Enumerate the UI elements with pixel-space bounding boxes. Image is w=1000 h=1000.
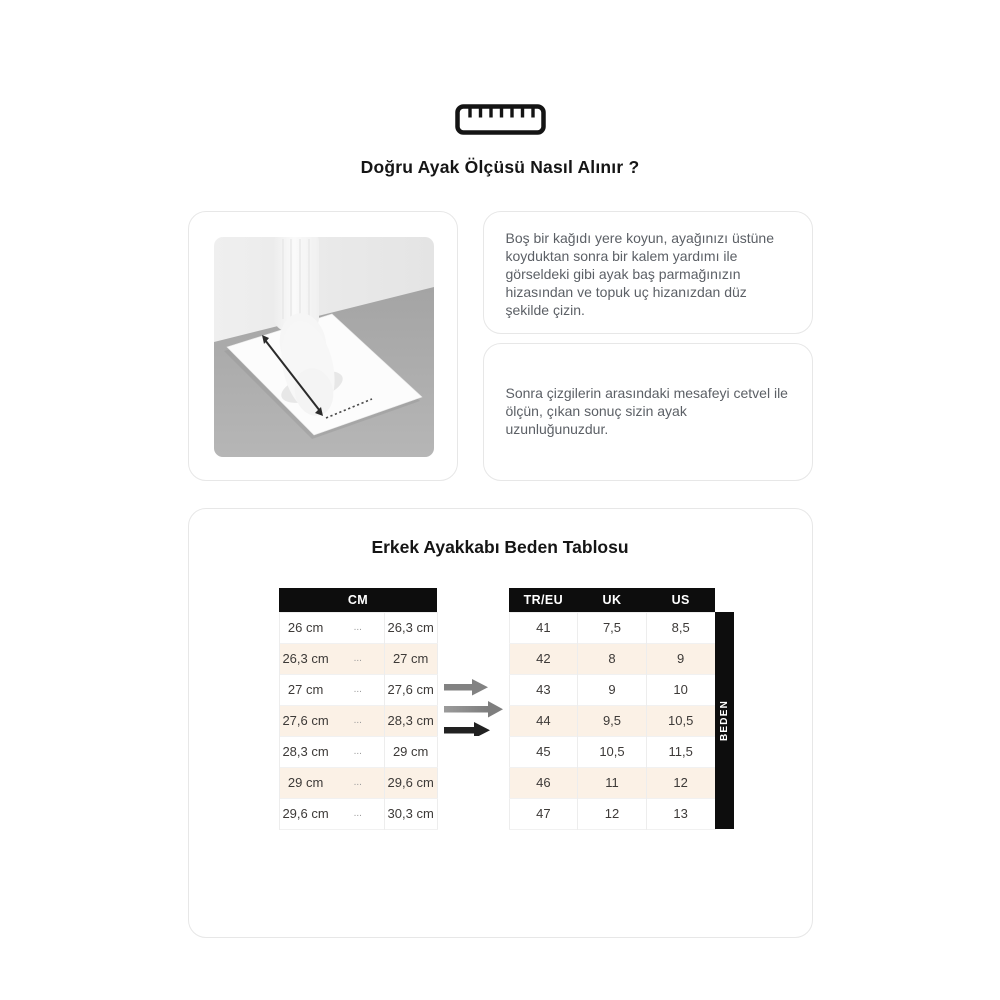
range-separator: ... xyxy=(353,808,362,819)
instruction-step-1-text: Boş bir kağıdı yere koyun, ayağınızı üstüne koyduktan sonra bir kalem yardımı ile görseldeki gibi ayak baş parmağınızın hizasından ve topuk uç hizanızdan düz şekilde çizin. xyxy=(505,230,774,318)
cm-value: 27,6 cm xyxy=(279,705,332,736)
ruler-icon xyxy=(188,0,813,135)
cm-table-row xyxy=(279,612,437,643)
size-value: 47 xyxy=(536,806,551,821)
cm-value: 29,6 cm xyxy=(384,767,437,798)
cm-value: 29 cm xyxy=(384,736,437,767)
size-value: 10,5 xyxy=(578,736,647,767)
range-separator: ... xyxy=(353,715,362,726)
size-tables xyxy=(189,588,812,830)
size-value: 42 xyxy=(536,651,551,666)
foot-photo-card xyxy=(188,211,458,481)
size-table-row xyxy=(509,705,715,736)
cm-value: 28,3 cm xyxy=(279,736,332,767)
range-separator: ... xyxy=(353,622,362,633)
range-separator: ... xyxy=(353,777,362,788)
size-table-row xyxy=(509,643,715,674)
cm-value: 26 cm xyxy=(279,612,332,643)
cm-value: 27,6 cm xyxy=(384,674,437,705)
foot-measurement-photo xyxy=(214,237,434,457)
size-table-header-treu: TR/EU xyxy=(509,588,578,612)
size-value: 41 xyxy=(536,620,551,635)
cm-table-row xyxy=(279,798,437,829)
cm-table-row xyxy=(279,643,437,674)
size-chart-title: Erkek Ayakkabı Beden Tablosu xyxy=(371,537,629,557)
measurement-guide xyxy=(188,211,813,481)
size-value: 10,5 xyxy=(646,705,715,736)
size-value: 45 xyxy=(536,744,551,759)
cm-table-row xyxy=(279,736,437,767)
cm-value: 30,3 cm xyxy=(384,798,437,829)
size-table-row xyxy=(509,612,715,643)
cm-value: 29 cm xyxy=(279,767,332,798)
size-table-row xyxy=(509,674,715,705)
size-table-row xyxy=(509,798,715,829)
cm-table-header: CM xyxy=(279,588,437,612)
size-value: 9 xyxy=(646,643,715,674)
cm-value: 26,3 cm xyxy=(279,643,332,674)
cm-table-row xyxy=(279,674,437,705)
size-table-row xyxy=(509,767,715,798)
cm-value: 27 cm xyxy=(384,643,437,674)
cm-table-row xyxy=(279,705,437,736)
size-value: 13 xyxy=(646,798,715,829)
size-value: 12 xyxy=(646,767,715,798)
cm-value: 28,3 cm xyxy=(384,705,437,736)
size-table-header-uk: UK xyxy=(578,588,647,612)
cm-value: 29,6 cm xyxy=(279,798,332,829)
size-chart-card xyxy=(188,508,813,938)
size-table xyxy=(509,588,716,830)
size-value: 12 xyxy=(578,798,647,829)
instruction-steps xyxy=(483,211,813,481)
range-separator: ... xyxy=(353,684,362,695)
range-separator: ... xyxy=(353,653,362,664)
ruler-icon-svg xyxy=(455,104,546,135)
size-value: 8,5 xyxy=(646,612,715,643)
foot-photo-illustration xyxy=(214,237,434,457)
cm-table-row xyxy=(279,767,437,798)
size-value: 44 xyxy=(536,713,551,728)
cm-value: 26,3 cm xyxy=(384,612,437,643)
range-separator: ... xyxy=(353,746,362,757)
instruction-step-2-text: Sonra çizgilerin arasındaki mesafeyi cetvel ile ölçün, çıkan sonuç sizin ayak uzunluğunuzdur. xyxy=(505,385,788,437)
conversion-arrows-icon xyxy=(438,676,509,736)
instruction-step-2 xyxy=(483,343,813,481)
size-table-header-us: US xyxy=(646,588,715,612)
cm-table xyxy=(279,588,438,830)
size-table-row xyxy=(509,736,715,767)
beden-side-label xyxy=(715,612,734,829)
conversion-arrows-svg xyxy=(443,676,503,736)
beden-side-label-text: BEDEN xyxy=(718,699,730,741)
size-value: 9,5 xyxy=(578,705,647,736)
size-value: 11,5 xyxy=(646,736,715,767)
size-value: 8 xyxy=(578,643,647,674)
size-value: 9 xyxy=(578,674,647,705)
size-value: 11 xyxy=(578,767,647,798)
cm-value: 27 cm xyxy=(279,674,332,705)
page-title: Doğru Ayak Ölçüsü Nasıl Alınır ? xyxy=(360,157,640,177)
size-value: 10 xyxy=(646,674,715,705)
size-value: 46 xyxy=(536,775,551,790)
size-value: 7,5 xyxy=(578,612,647,643)
size-value: 43 xyxy=(536,682,551,697)
instruction-step-1 xyxy=(483,211,813,334)
